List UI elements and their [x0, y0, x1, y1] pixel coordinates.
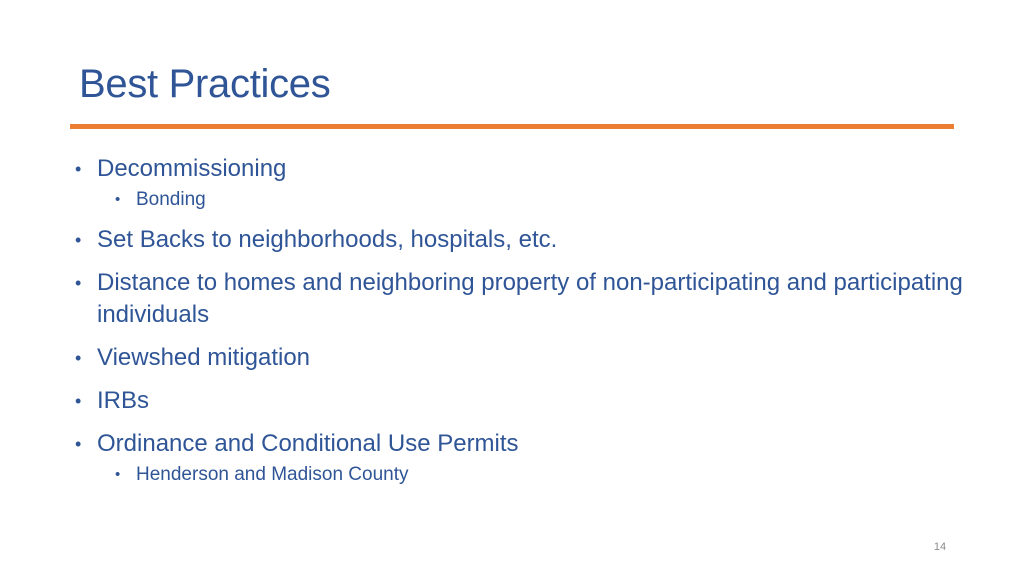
bullet-item: [75, 428, 965, 460]
bullet-icon: •: [75, 391, 82, 411]
bullet-item: [75, 267, 965, 331]
bullet-text: IRBs: [97, 387, 150, 414]
title-divider: [70, 124, 954, 129]
bullet-icon: •: [115, 191, 121, 208]
bullet-icon: •: [75, 159, 82, 179]
bullet-text: Ordinance and Conditional Use Permits: [97, 430, 519, 457]
bullet-list: [75, 153, 965, 488]
bullet-text: Viewshed mitigation: [97, 344, 311, 371]
bullet-item: [75, 153, 965, 185]
bullet-item: [75, 224, 965, 256]
bullet-text: Bonding: [136, 189, 206, 210]
sub-bullet-item: [75, 462, 965, 488]
bullet-item: [75, 385, 965, 417]
bullet-icon: •: [75, 230, 82, 250]
bullet-text: Decommissioning: [97, 155, 287, 182]
bullet-icon: •: [75, 348, 82, 368]
slide-title: Best Practices: [79, 62, 331, 106]
bullet-text: Distance to homes and neighboring property of non-participating and participating individuals: [97, 269, 963, 328]
bullet-item: [75, 342, 965, 374]
bullet-text: Set Backs to neighborhoods, hospitals, etc.: [97, 226, 558, 253]
page-number: 14: [933, 541, 947, 553]
sub-bullet-item: [75, 187, 965, 213]
bullet-icon: •: [75, 273, 82, 293]
bullet-icon: •: [75, 434, 82, 454]
bullet-text: Henderson and Madison County: [136, 464, 409, 485]
bullet-icon: •: [115, 466, 121, 483]
